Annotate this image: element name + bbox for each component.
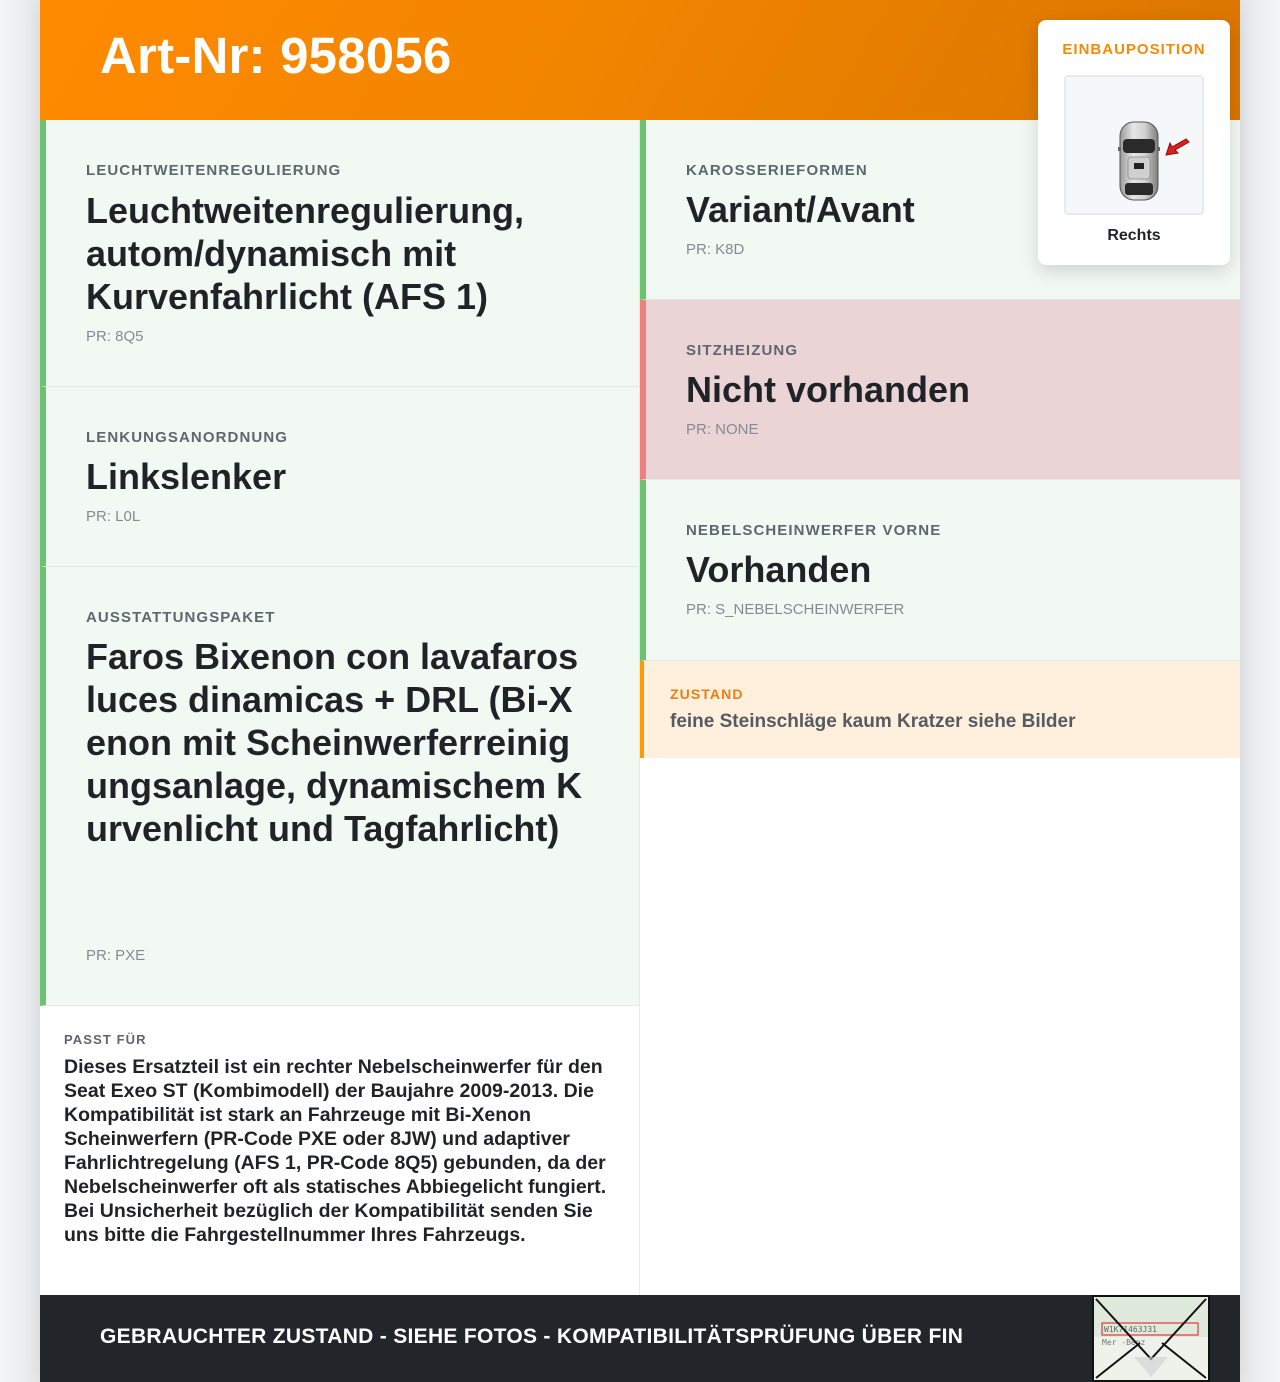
compatibility-label: PASST FÜR [64,1032,147,1047]
installation-position-value: Rechts [1107,227,1161,244]
attribute-value: Faros Bixenon con lavafaros luces dinamicas + DRL (Bi-Xenon mit Scheinwerferreinigungsanlage, dynamischem Kurvenlicht und Tagfahrlicht) [86,636,583,849]
attribute-pr-code: PR: S_NEBELSCHEINWERFER [686,601,905,618]
installation-position-label: EINBAUPOSITION [1062,41,1206,58]
attribute-pr-code: PR: 8Q5 [86,328,144,345]
attribute-label: LEUCHTWEITENREGULIERUNG [86,162,342,179]
footer-banner [40,1295,1240,1382]
attribute-cell-ausstattungspaket [40,567,640,1006]
footer-text: GEBRAUCHTER ZUSTAND - SIEHE FOTOS - KOMPATIBILITÄTSPRÜFUNG ÜBER FIN [100,1325,964,1348]
attribute-cell-sitzheizung [640,300,1240,480]
attribute-cell-nebelscheinwerfer-vorne [640,480,1240,661]
attribute-pr-code: PR: NONE [686,421,759,438]
attribute-label: AUSSTATTUNGSPAKET [86,609,276,626]
product-sheet [40,0,1240,1382]
left-column [40,120,640,1006]
attribute-value: Linkslenker [86,456,287,497]
car-top-view-right-arrow-icon [1064,75,1204,215]
condition-label: ZUSTAND [670,686,744,702]
attribute-pr-code: PR: PXE [86,947,146,964]
svg-text:Mer -Benz: Mer -Benz [1102,1338,1146,1347]
attribute-pr-code: PR: K8D [686,241,745,258]
attribute-label: KAROSSERIEFORMEN [686,162,868,179]
article-number-title: Art-Nr: 958056 [100,27,452,84]
fin-envelope-icon [1092,1295,1210,1382]
attribute-value: Leuchtweitenregulierung, autom/dynamisch mit Kurvenfahrlicht (AFS 1) [86,190,525,317]
attribute-label: LENKUNGSANORDNUNG [86,429,289,446]
condition-notice [640,661,1240,758]
svg-text:W1K71463J31: W1K71463J31 [1104,1325,1157,1334]
attribute-value: Vorhanden [686,549,872,590]
attribute-value: Variant/Avant [686,189,915,230]
installation-position-card [1038,20,1230,265]
compatibility-section [40,1006,639,1295]
attribute-cell-leuchtweitenregulierung [40,120,640,387]
attribute-label: SITZHEIZUNG [686,342,799,359]
attribute-cell-lenkungsanordnung [40,387,640,567]
condition-text: feine Steinschläge kaum Kratzer siehe Bilder [670,711,1076,732]
attribute-value: Nicht vorhanden [686,369,971,410]
attribute-pr-code: PR: L0L [86,508,141,525]
attribute-label: NEBELSCHEINWERFER VORNE [686,522,942,539]
compatibility-text: Dieses Ersatzteil ist ein rechter Nebelscheinwerfer für den Seat Exeo ST (Kombimodell) der Baujahre 2009-2013. Die Kompatibilität ist stark an Fahrzeuge mit Bi-Xenon Scheinwerfern (PR-Code PXE oder 8JW) und adaptiver Fahrlichtregelung (AFS 1, PR-Code 8Q5) gebunden, da der Nebelscheinwerfer oft als statisches Abbiegelicht fungiert. Bei Unsicherheit bezüglich der Kompatibilität senden Sie uns bitte die Fahrgestellnummer Ihres Fahrzeugs. [64,1056,607,1246]
